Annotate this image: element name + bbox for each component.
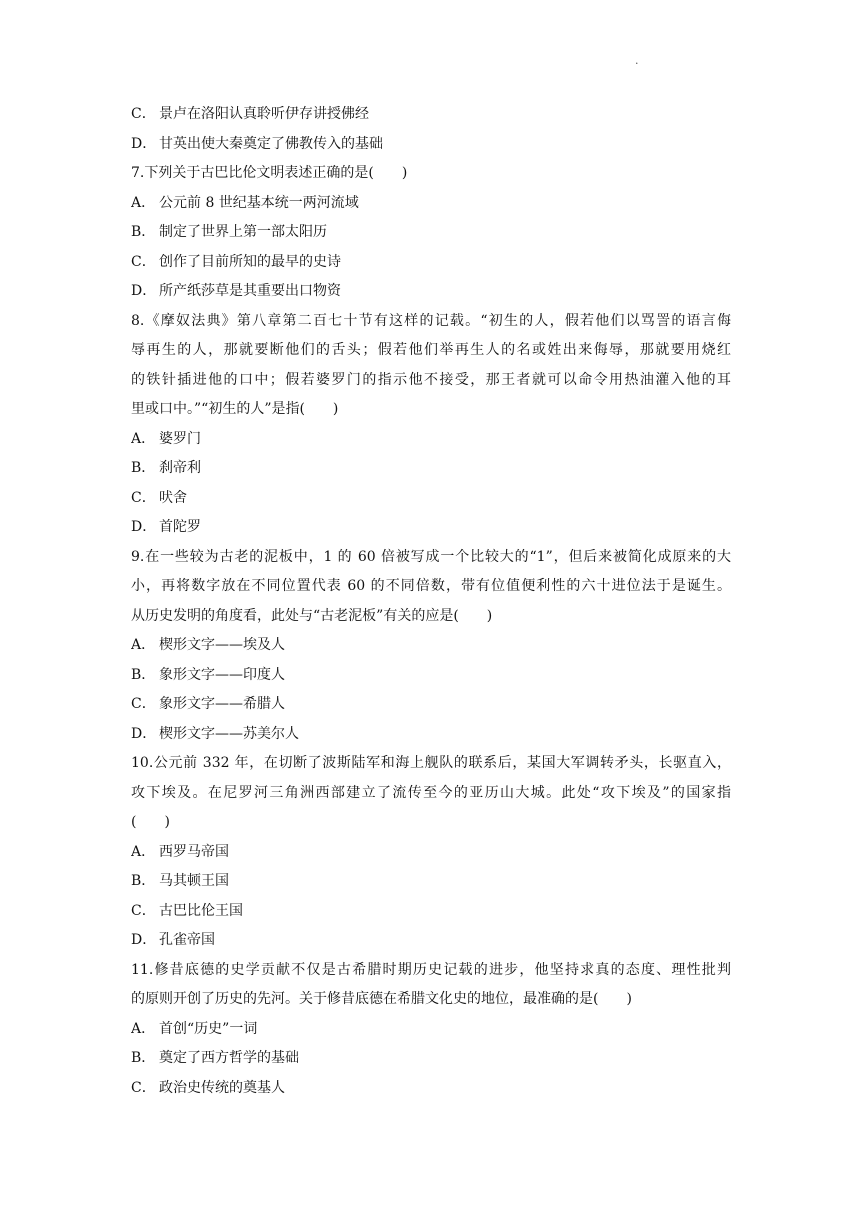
- option-text: 首创“历史”一词: [159, 1020, 258, 1037]
- option-letter: A．: [131, 1020, 156, 1037]
- option-a: [131, 838, 731, 868]
- option-letter: C．: [131, 106, 156, 122]
- question-stem-line: 8.《摩奴法典》第八章第二百七十节有这样的记载。“初生的人，假若他们以骂詈的语言侮: [131, 312, 731, 329]
- question-stem-line: 辱再生的人，那就要断他们的舌头；假若他们举再生人的名或姓出来侮辱，那就要用烧红: [131, 342, 731, 358]
- option-text: 创作了目前所知的最早的史诗: [159, 253, 341, 270]
- option-letter: B．: [131, 666, 156, 683]
- option-text: 象形文字——印度人: [159, 666, 285, 683]
- question-7: [131, 159, 731, 307]
- option-text: 古巴比伦王国: [159, 902, 243, 919]
- option-c: [131, 1074, 731, 1104]
- option-a: [131, 189, 731, 219]
- option-d: [131, 513, 731, 543]
- option-text: 婆罗门: [159, 430, 201, 447]
- option-letter: D．: [131, 932, 157, 948]
- question-stem-line: 里或口中。”“初生的人”是指( ): [131, 401, 339, 417]
- header-mark: .: [635, 54, 639, 67]
- option-text: 孔雀帝国: [159, 932, 215, 948]
- option-d: [131, 277, 731, 307]
- option-b: [131, 454, 731, 484]
- option-text: 刹帝利: [159, 460, 201, 476]
- option-letter: B．: [131, 460, 156, 476]
- option-c: [131, 100, 731, 130]
- option-letter: A．: [131, 637, 156, 653]
- question-stem-line: 的原则开创了历史的先河。关于修昔底德在希腊文化史的地位，最准确的是( ): [131, 991, 632, 1007]
- option-letter: D．: [131, 725, 157, 742]
- option-text: 首陀罗: [159, 519, 201, 535]
- option-letter: D．: [131, 135, 157, 152]
- question-stem-line: 攻下埃及。在尼罗河三角洲西部建立了流传至今的亚历山大城。此处“攻下埃及”的国家指: [131, 784, 731, 801]
- option-a: [131, 1015, 731, 1045]
- option-text: 吠舍: [159, 489, 187, 506]
- option-d: [131, 926, 731, 956]
- option-letter: D．: [131, 519, 157, 535]
- option-letter: C．: [131, 489, 156, 506]
- option-c: [131, 484, 731, 514]
- question-6-tail: [131, 100, 731, 159]
- question-stem-line: 小，再将数字放在不同位置代表 60 的不同倍数，带有位值便利性的六十进位法于是诞生。: [131, 578, 731, 594]
- option-text: 奠定了西方哲学的基础: [159, 1050, 299, 1066]
- option-letter: D．: [131, 283, 157, 299]
- option-text: 公元前 8 世纪基本统一两河流域: [159, 194, 359, 211]
- option-d: [131, 720, 731, 750]
- option-text: 制定了世界上第一部太阳历: [159, 224, 327, 240]
- question-9: [131, 543, 731, 750]
- option-letter: B．: [131, 873, 156, 889]
- option-text: 楔形文字——苏美尔人: [159, 725, 299, 742]
- question-stem-line: ( ): [131, 814, 170, 830]
- option-text: 所产纸莎草是其重要出口物资: [159, 283, 341, 299]
- option-c: [131, 690, 731, 720]
- option-c: [131, 248, 731, 278]
- option-letter: C．: [131, 696, 156, 712]
- question-stem-line: 9.在一些较为古老的泥板中，1 的 60 倍被写成一个比较大的“1”，但后来被简化成原来的大: [131, 548, 731, 565]
- option-text: 景卢在洛阳认真聆听伊存讲授佛经: [159, 106, 369, 122]
- question-list: [131, 100, 731, 1103]
- question-stem-line: 从历史发明的角度看，此处与“古老泥板”有关的应是( ): [131, 607, 493, 624]
- option-b: [131, 661, 731, 691]
- option-a: [131, 425, 731, 455]
- option-d: [131, 130, 731, 160]
- option-b: [131, 218, 731, 248]
- option-a: [131, 631, 731, 661]
- option-text: 马其顿王国: [159, 873, 229, 889]
- question-stem-line: 的铁针插进他的口中；假若婆罗门的指示他不接受，那王者就可以命令用热油灌入他的耳: [131, 371, 731, 388]
- option-letter: B．: [131, 1050, 156, 1066]
- option-letter: C．: [131, 253, 156, 270]
- option-letter: A．: [131, 430, 156, 447]
- option-letter: C．: [131, 902, 156, 919]
- option-letter: A．: [131, 843, 156, 860]
- option-b: [131, 867, 731, 897]
- option-b: [131, 1044, 731, 1074]
- option-letter: B．: [131, 224, 156, 240]
- question-10: [131, 749, 731, 956]
- question-11: [131, 956, 731, 1104]
- option-text: 政治史传统的奠基人: [159, 1079, 285, 1096]
- option-text: 楔形文字——埃及人: [159, 637, 285, 653]
- option-c: [131, 897, 731, 927]
- option-text: 象形文字——希腊人: [159, 696, 285, 712]
- option-text: 甘英出使大秦奠定了佛教传入的基础: [159, 135, 383, 152]
- question-stem-line: 11.修昔底德的史学贡献不仅是古希腊时期历史记载的进步，他坚持求真的态度、理性批判: [131, 961, 731, 978]
- option-letter: A．: [131, 194, 156, 211]
- question-stem: 7.下列关于古巴比伦文明表述正确的是( ): [131, 165, 408, 181]
- question-8: [131, 307, 731, 543]
- option-text: 西罗马帝国: [159, 843, 229, 860]
- option-letter: C．: [131, 1079, 156, 1096]
- question-stem-line: 10.公元前 332 年，在切断了波斯陆军和海上舰队的联系后，某国大军调转矛头，长驱直入，: [131, 755, 731, 771]
